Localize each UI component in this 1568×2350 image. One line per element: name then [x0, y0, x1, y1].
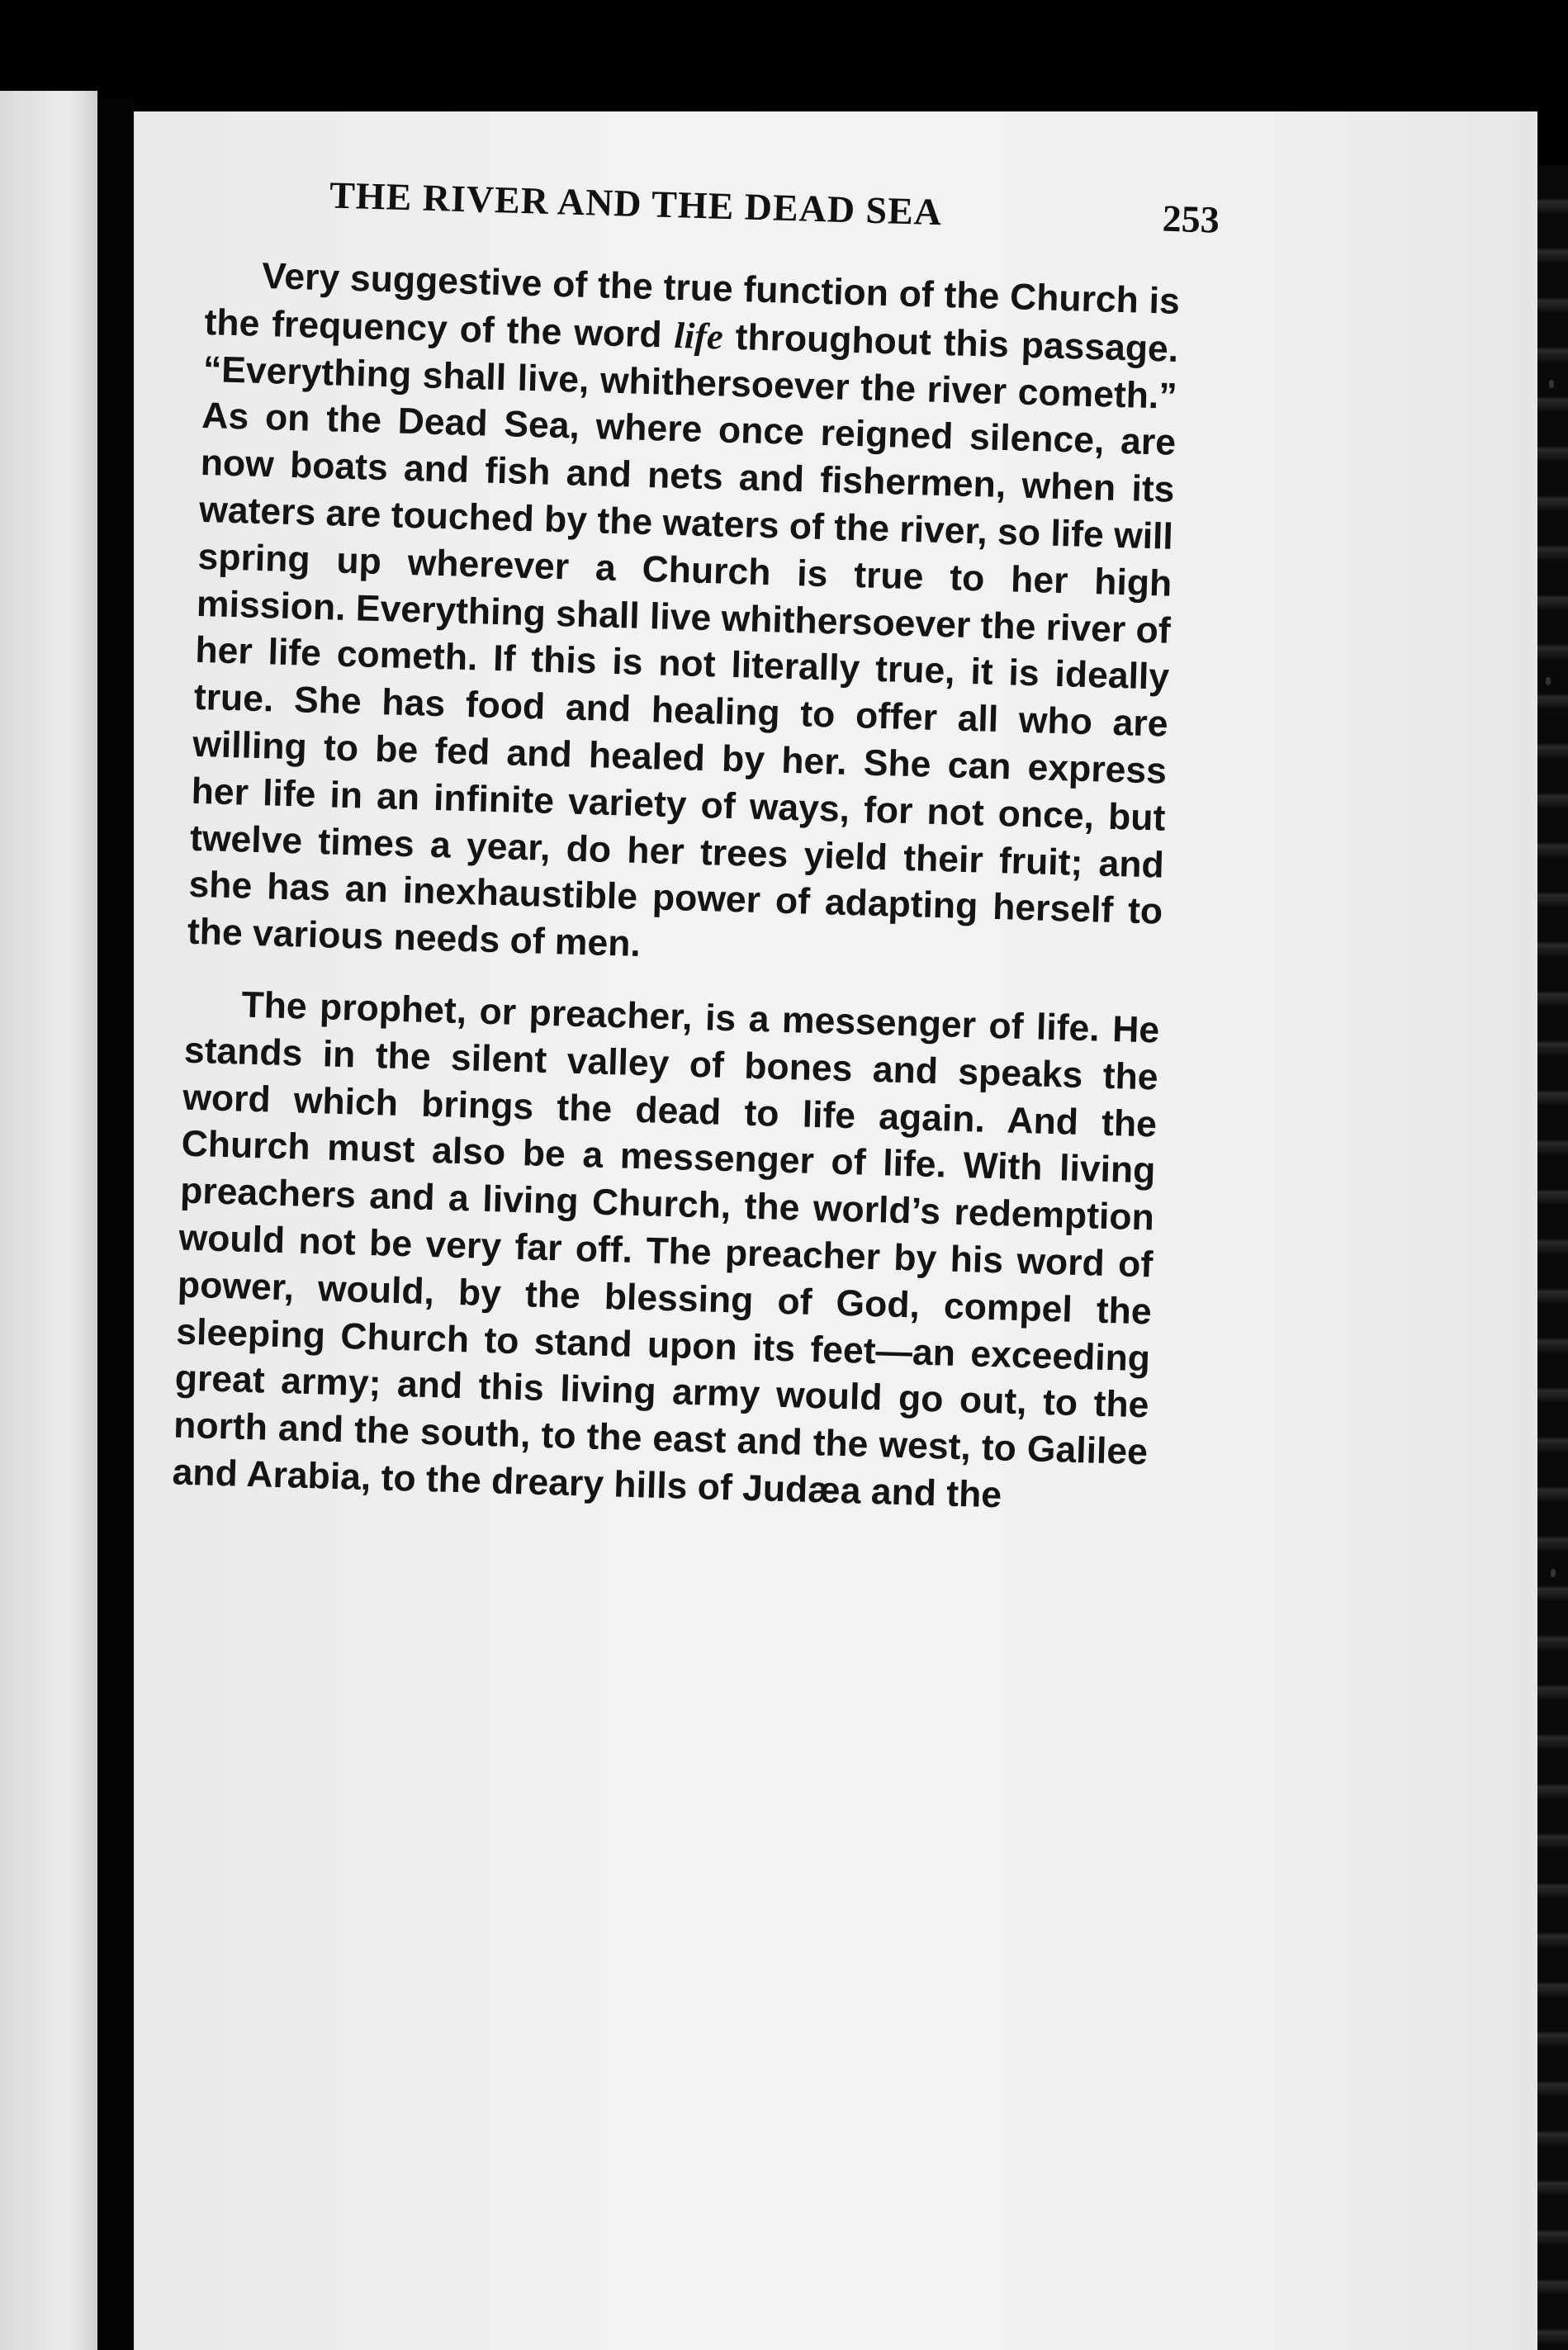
book-gutter	[97, 99, 134, 2350]
paragraph-1	[187, 252, 1180, 983]
page-number: 253	[1162, 197, 1220, 241]
scan-border-right	[1537, 165, 1568, 2350]
paragraph-1-after: throughout this passage. “Everything shall live, whithersoever the river cometh.” As on the Dead Sea, where once reigned silence, are now boats and fish and nets and fishermen, when its waters are touched by the waters of the river, so life will spring up wherever a Church is true to her high mission. Everything shall live whithersoever the river of her life cometh. If this is not literally true, it is ideally true. She has food and healing to offer all who are willing to be fed and healed by her. She can express her life in an infinite variety of ways, for not once, but twelve times a year, do her trees yield their fruit; and she has an inexhaustible power of adapting herself to the various needs of men.	[187, 316, 1179, 965]
paragraph-1-before: Very suggestive of the true function of the Church is the frequency of the word	[203, 255, 1181, 356]
scan-speck	[1549, 380, 1554, 388]
paragraph-1-emphasis: life	[673, 314, 724, 358]
scan-speck	[1546, 677, 1551, 685]
page-body	[172, 252, 1181, 1523]
paragraph-2: The prophet, or preacher, is a messenger of life. He stands in the silent valley of bones and speaks the word which brings the dead to life again. And the Church must also be a messenger of life. With living preachers and a living Church, the world’s redemption would not be very far off. The preacher by his word of power, would, by the blessing of God, compel the sleeping Church to stand upon its feet—an exceeding great army; and this living army would go out, to the north and the south, to the east and the west, to Galilee and Arabia, to the dreary hills of Judæa and the	[172, 984, 1160, 1516]
facing-page-edge	[0, 91, 97, 2350]
scan-speck	[1551, 1569, 1556, 1577]
running-head: THE RIVER AND THE DEAD SEA	[329, 173, 943, 234]
